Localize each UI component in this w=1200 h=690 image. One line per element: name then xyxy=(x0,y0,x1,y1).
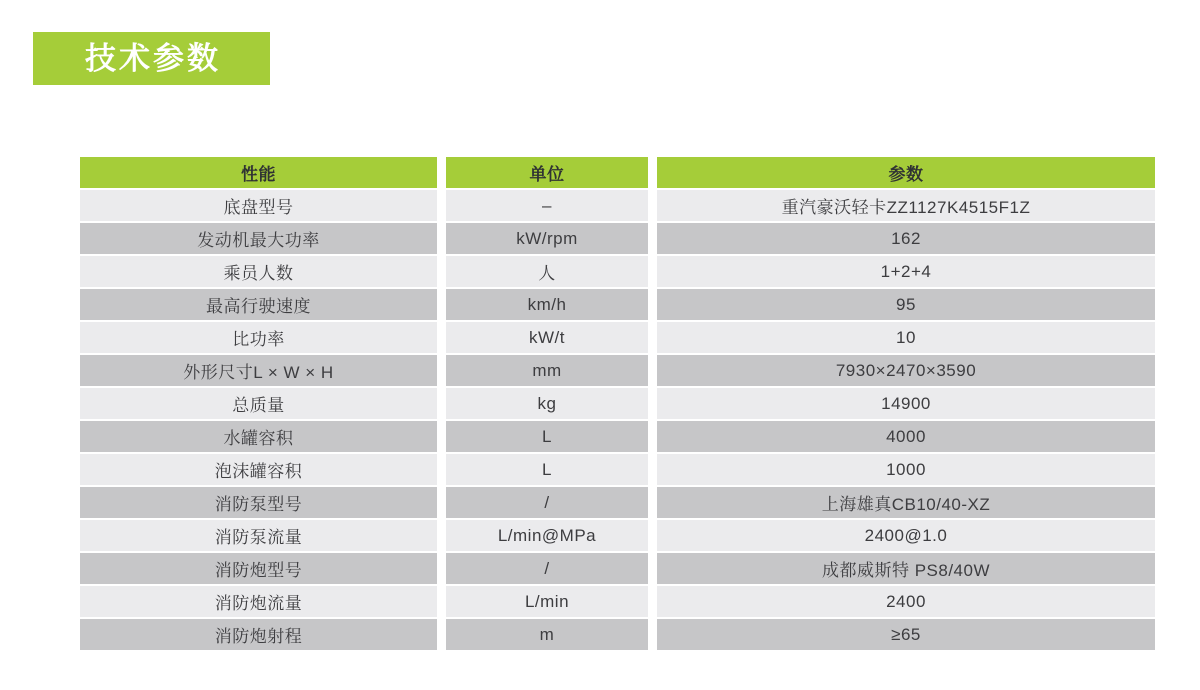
spec-cell-unit: kg xyxy=(446,388,648,419)
spec-cell-name: 泡沫罐容积 xyxy=(80,454,437,485)
spec-cell-value: 162 xyxy=(657,223,1155,254)
page-title: 技术参数 xyxy=(85,41,221,76)
spec-cell-name: 消防泵型号 xyxy=(80,487,437,518)
spec-cell-value: 7930×2470×3590 xyxy=(657,355,1155,386)
spec-cell-name: 最高行驶速度 xyxy=(80,289,437,320)
spec-cell-value: 1000 xyxy=(657,454,1155,485)
spec-cell-name: 比功率 xyxy=(80,322,437,353)
spec-cell-value: 95 xyxy=(657,289,1155,320)
spec-cell-value: 4000 xyxy=(657,421,1155,452)
spec-cell-name: 消防炮流量 xyxy=(80,586,437,617)
spec-cell-name: 水罐容积 xyxy=(80,421,437,452)
spec-cell-name: 消防炮型号 xyxy=(80,553,437,584)
spec-cell-value: ≥65 xyxy=(657,619,1155,650)
spec-cell-unit: 人 xyxy=(446,256,648,287)
spec-cell-unit: / xyxy=(446,487,648,518)
spec-cell-value: 2400@1.0 xyxy=(657,520,1155,551)
page-title-badge xyxy=(33,32,270,85)
spec-cell-name: 消防泵流量 xyxy=(80,520,437,551)
spec-cell-name: 乘员人数 xyxy=(80,256,437,287)
spec-cell-unit: m xyxy=(446,619,648,650)
spec-cell-unit: – xyxy=(446,190,648,221)
spec-cell-unit: L xyxy=(446,454,648,485)
spec-cell-unit: L xyxy=(446,421,648,452)
spec-cell-unit: mm xyxy=(446,355,648,386)
spec-cell-value: 2400 xyxy=(657,586,1155,617)
table-header-performance: 性能 xyxy=(80,157,437,188)
table-header-parameter: 参数 xyxy=(657,157,1155,188)
spec-cell-unit: kW/t xyxy=(446,322,648,353)
spec-cell-value: 10 xyxy=(657,322,1155,353)
spec-cell-name: 底盘型号 xyxy=(80,190,437,221)
spec-cell-unit: km/h xyxy=(446,289,648,320)
spec-cell-value: 上海雄真CB10/40-XZ xyxy=(657,487,1155,518)
spec-cell-name: 消防炮射程 xyxy=(80,619,437,650)
spec-cell-name: 总质量 xyxy=(80,388,437,419)
spec-cell-name: 外形尺寸L × W × H xyxy=(80,355,437,386)
spec-cell-name: 发动机最大功率 xyxy=(80,223,437,254)
spec-cell-unit: L/min xyxy=(446,586,648,617)
spec-cell-unit: kW/rpm xyxy=(446,223,648,254)
spec-cell-unit: / xyxy=(446,553,648,584)
spec-cell-value: 成都威斯特 PS8/40W xyxy=(657,553,1155,584)
spec-cell-unit: L/min@MPa xyxy=(446,520,648,551)
table-header-unit: 单位 xyxy=(446,157,648,188)
spec-cell-value: 1+2+4 xyxy=(657,256,1155,287)
spec-table xyxy=(80,157,1155,650)
spec-cell-value: 重汽豪沃轻卡ZZ1127K4515F1Z xyxy=(657,190,1155,221)
spec-cell-value: 14900 xyxy=(657,388,1155,419)
